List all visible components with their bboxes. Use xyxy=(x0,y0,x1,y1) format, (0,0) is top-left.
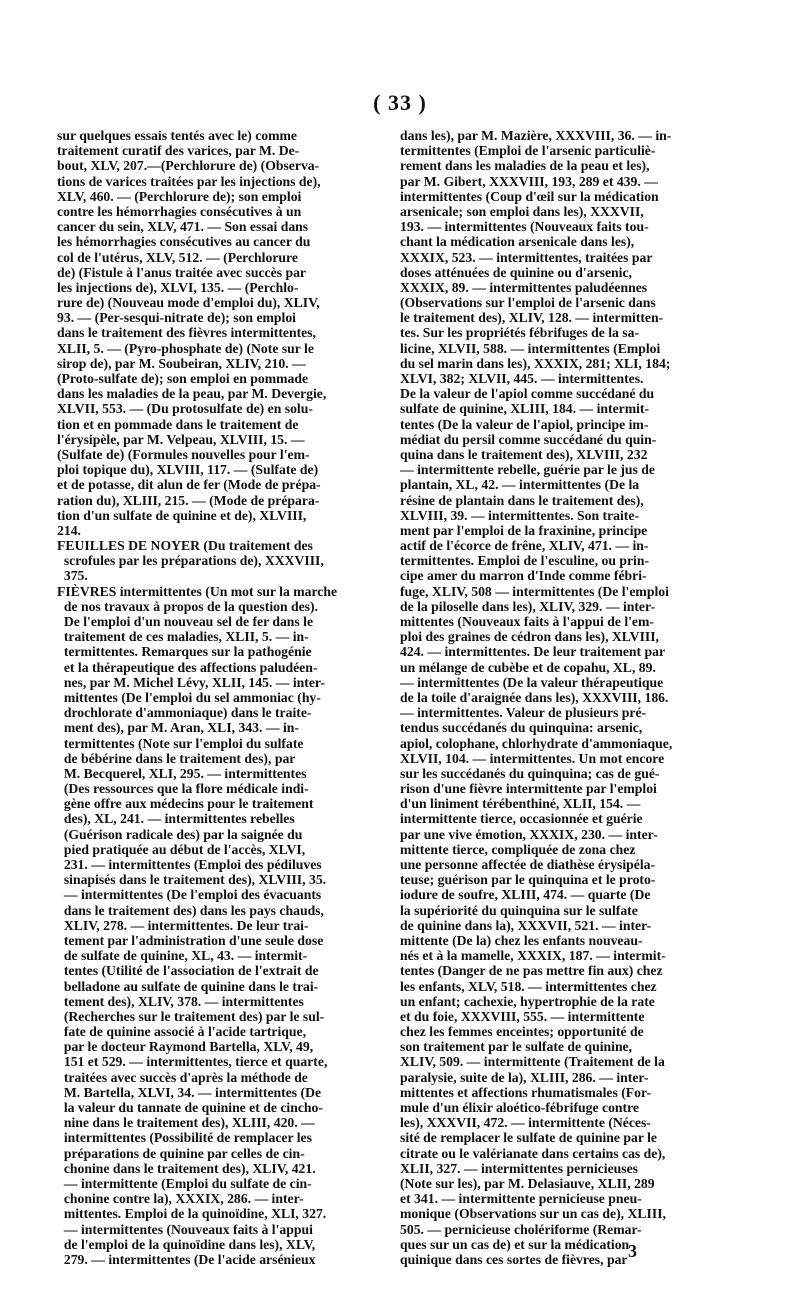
text-line: — intermittentes (De l'emploi des évacuants xyxy=(57,887,322,903)
text-line: fate de quinine associé à l'acide tartrique, xyxy=(57,1024,307,1040)
text-line: un mélange de cubèbe et de copahu, XL, 89. xyxy=(400,659,656,675)
text-line: tentes (De la valeur de l'apiol, principe im- xyxy=(400,416,649,432)
text-line: nes, par M. Michel Lévy, XLII, 145. — inter- xyxy=(57,674,326,690)
text-line: XXXIX, 89. — intermittentes paludéennes xyxy=(400,279,648,295)
text-line: FIÈVRES intermittentes (Un mot sur la marche xyxy=(57,583,338,599)
text-line: sur les succédanés du quinquina; cas de gué- xyxy=(400,765,660,781)
text-line: ploi topique du), XLVIII, 117. — (Sulfate de) xyxy=(57,462,319,478)
text-line: cipe amer du marron d'Inde comme fébri- xyxy=(400,568,647,584)
text-line: mittentes et affections rhumatismales (For- xyxy=(400,1084,652,1100)
text-line: chonine contre la), XXXIX, 286. — inter- xyxy=(57,1191,304,1207)
text-line: mittente (De la) chez les enfants nouveau- xyxy=(400,932,643,948)
text-line: médiat du persil comme succédané du quin- xyxy=(400,431,657,447)
text-line: sulfate de quinine, XLIII, 184. — intermit- xyxy=(400,401,650,417)
text-line: 375. xyxy=(57,568,88,584)
text-line: sité de remplacer le sulfate de quinine par le xyxy=(400,1130,658,1146)
text-line: tions de varices traitées par les injections de), xyxy=(57,173,321,189)
text-line: et de potasse, dit alun de fer (Mode de prépa- xyxy=(57,477,321,493)
text-line: (Observations sur l'emploi de l'arsenic dans xyxy=(400,295,656,311)
text-line: traitement curatif des varices, par M. De- xyxy=(57,143,300,159)
text-line: rure de) (Nouveau mode d'emploi du), XLIV, xyxy=(57,295,320,311)
text-line: XLIV, 278. — intermittentes. De leur trai- xyxy=(57,917,309,933)
text-line: 93. — (Per-sesqui-nitrate de); son emploi xyxy=(57,310,296,326)
text-line: XLII, 5. — (Pyro-phosphate de) (Note sur le xyxy=(57,340,314,356)
text-line: col de l'utérus, XLV, 512. — (Perchlorure xyxy=(57,249,298,265)
text-line: mittente tierce, compliquée de zona chez xyxy=(400,841,636,857)
text-line: et la thérapeutique des affections paludéen- xyxy=(57,659,318,675)
text-line: sur quelques essais tentés avec le) comme xyxy=(57,128,298,143)
text-line: De l'emploi d'un nouveau sel de fer dans le xyxy=(57,614,314,629)
text-line: résine de plantain dans le traitement des), xyxy=(400,492,644,508)
text-line: ploi des graines de cédron dans les), XLVIII, xyxy=(400,629,659,645)
text-line: drochlorate d'ammoniaque) dans le traite- xyxy=(57,705,312,721)
text-line: ment par l'emploi de la fraxinine, principe xyxy=(400,522,648,538)
text-line: scrofules par les préparations de), XXXVIII, xyxy=(57,553,324,569)
text-line: licine, XLVII, 588. — intermittentes (Emploi xyxy=(400,340,661,356)
text-line: chant la médication arsenicale dans les), xyxy=(400,234,635,250)
text-line: une personne affectée de diathèse érysipéla- xyxy=(400,857,656,872)
text-line: apiol, colophane, chlorhydrate d'ammoniaque, xyxy=(400,735,673,751)
text-line: des), XL, 241. — intermittentes rebelles xyxy=(57,811,295,827)
text-line: (Note sur les), par M. Delasiauve, XLII, 289 xyxy=(400,1175,655,1191)
text-line: tion d'un sulfate de quinine et de), XLVIII, xyxy=(57,507,307,523)
text-line: du sel marin dans les), XXXIX, 281; XLI, 184; xyxy=(400,355,671,371)
text-line: XLV, 460. — (Perchlorure de); son emploi xyxy=(57,188,302,204)
text-line: XLVII, 553. — (Du protosulfate de) en solu- xyxy=(57,401,313,417)
text-line: de nos travaux à propos de la question des). xyxy=(57,598,318,614)
text-line: par M. Gibert, XXXVIII, 193, 289 et 439. — xyxy=(400,173,658,189)
text-line: la supériorité du quinquina sur le sulfate xyxy=(400,902,638,918)
text-line: dans les), par M. Mazière, XXXVIII, 36. — in- xyxy=(400,128,672,143)
text-line: 279. — intermittentes (De l'acide arsénieux xyxy=(57,1251,316,1267)
text-line: monique (Observations sur un cas de), XLIII, xyxy=(400,1206,666,1222)
text-line: et du foie, XXXVIII, 555. — intermittente xyxy=(400,1008,645,1024)
text-line: traitées avec succès d'après la méthode de xyxy=(57,1069,308,1085)
text-line: d'un liniment térébenthiné, XLII, 154. — xyxy=(400,796,641,812)
text-line: (Recherches sur le traitement des) par le sul- xyxy=(57,1008,325,1024)
text-line: dans le traitement des) dans les pays chauds, xyxy=(57,902,324,918)
text-line: dans le traitement des fièvres intermittentes, xyxy=(57,325,316,341)
text-line: M. Bartella, XLVI, 34. — intermittentes (De xyxy=(57,1084,322,1100)
text-line: les enfants, XLV, 518. — intermittentes chez xyxy=(400,978,657,994)
text-line: De la valeur de l'apiol comme succédané du xyxy=(400,386,655,402)
text-line: dans les maladies de la peau, par M. Devergie, xyxy=(57,386,327,402)
text-line: belladone au sulfate de quinine dans le trai- xyxy=(57,978,319,994)
text-line: (Des ressources que la flore médicale indi- xyxy=(57,781,309,797)
text-line: termittentes (Note sur l'emploi du sulfate xyxy=(57,735,304,751)
text-line: actif de l'écorce de frêne, XLIV, 471. — in- xyxy=(400,538,649,554)
text-line: doses atténuées de quinine ou d'arsenic, xyxy=(400,264,632,280)
text-line: cancer du sein, XLV, 471. — Son essai dans xyxy=(57,219,309,235)
text-line: préparations de quinine par celles de cin- xyxy=(57,1145,305,1161)
text-line: intermittente tierce, occasionnée et guérie xyxy=(400,811,643,827)
text-line: — intermittentes. Valeur de plusieurs pré- xyxy=(400,705,647,721)
text-line: fuge, XLIV, 508 — intermittentes (De l'emploi xyxy=(400,583,669,599)
text-line: chez les femmes enceintes; opportunité de xyxy=(400,1024,644,1040)
text-line: tentes (Utilité de l'association de l'extrait de xyxy=(57,963,319,979)
text-line: les hémorrhagies consécutives au cancer du xyxy=(57,234,311,250)
text-line: (Sulfate de) (Formules nouvelles pour l'em- xyxy=(57,446,310,462)
text-line: pied pratiquée au début de l'accès, XLVI, xyxy=(57,841,306,857)
text-line: son traitement par le sulfate de quinine, xyxy=(400,1039,633,1055)
text-line: 151 et 529. — intermittentes, tierce et quarte, xyxy=(57,1054,328,1070)
text-line: XLVIII, 39. — intermittentes. Son traite- xyxy=(400,507,640,523)
text-line: — intermittente rebelle, guérie par le jus de xyxy=(400,462,655,478)
text-line: XLVII, 104. — intermittentes. Un mot encore xyxy=(400,750,665,766)
text-line: de sulfate de quinine, XL, 43. — intermit- xyxy=(57,948,308,964)
text-line: 505. — pernicieuse cholériforme (Remar- xyxy=(400,1221,642,1237)
text-line: mittentes. Emploi de la quinoïdine, XLI, 327. xyxy=(57,1206,327,1222)
text-line: et 341. — intermittente pernicieuse pneu- xyxy=(400,1191,642,1207)
text-line: XLIV, 509. — intermittente (Traitement de la xyxy=(400,1054,665,1070)
text-line: de bébérine dans le traitement des), par xyxy=(57,750,296,766)
text-line: (Proto-sulfate de); son emploi en pommade xyxy=(57,371,309,386)
text-line: sinapisés dans le traitement des), XLVIII, 35. xyxy=(57,872,327,888)
text-line: — intermittentes (Nouveaux faits à l'appui xyxy=(57,1221,313,1237)
text-line: paralysie, suite de la), XLIII, 286. — inter- xyxy=(400,1069,649,1085)
text-line: nés et à la mamelle, XXXIX, 187. — intermit- xyxy=(400,948,666,964)
text-line: FEUILLES DE NOYER (Du traitement des xyxy=(57,538,313,554)
text-line: de la piloselle dans les), XLIV, 329. — inter- xyxy=(400,598,656,614)
text-line: les injections de), XLVI, 135. — (Perchlo- xyxy=(57,279,299,295)
text-line: traitement de ces maladies, XLII, 5. — in- xyxy=(57,629,309,645)
text-line: quinique dans ces sortes de fièvres, par xyxy=(400,1251,628,1267)
text-line: ment des), par M. Aran, XLI, 343. — in- xyxy=(57,720,299,736)
text-line: M. Becquerel, XLI, 295. — intermittentes xyxy=(57,765,307,781)
text-line: termittentes. Emploi de l'esculine, ou prin- xyxy=(400,553,650,569)
text-line: tement par l'administration d'une seule dose xyxy=(57,932,324,948)
text-line: XXXIX, 523. — intermittentes, traitées par xyxy=(400,249,653,265)
text-line: arsenicale; son emploi dans les), XXXVII, xyxy=(400,203,644,219)
text-line: gène offre aux médecins pour le traitement xyxy=(57,796,314,812)
text-line: par le docteur Raymond Bartella, XLV, 49, xyxy=(57,1039,314,1055)
text-line: mittentes (De l'emploi du sel ammoniac (hy- xyxy=(57,689,321,705)
text-line: 424. — intermittentes. De leur traitement par xyxy=(400,644,666,660)
text-line: tement des), XLIV, 378. — intermittentes xyxy=(57,993,304,1009)
text-line: 193. — intermittentes (Nouveaux faits tou- xyxy=(400,219,649,235)
text-line: de l'emploi de la quinoïdine dans les), XLV, xyxy=(57,1236,316,1252)
text-line: contre les hémorrhagies consécutives à un xyxy=(57,203,302,219)
text-line: l'érysipèle, par M. Velpeau, XLVIII, 15. — xyxy=(57,431,305,447)
text-line: termittentes (Emploi de l'arsenic particuliè- xyxy=(400,143,656,159)
text-line: de) (Fistule à l'anus traitée avec succès par xyxy=(57,264,306,280)
text-line: citrate ou le valérianate dans certains cas de), xyxy=(400,1145,666,1161)
text-line: de la toile d'araignée dans les), XXXVIII, 186. xyxy=(400,689,669,705)
text-line: 214. xyxy=(57,522,81,538)
text-line: XLVI, 382; XLVII, 445. — intermittentes. xyxy=(400,371,644,386)
text-line: sirop de), par M. Soubeiran, XLIV, 210. — xyxy=(57,355,306,371)
text-line: la valeur du tannate de quinine et de cincho- xyxy=(57,1100,323,1115)
text-line: plantain, XL, 42. — intermittentes (De la xyxy=(400,477,640,493)
text-line: nine dans le traitement des), XLIII, 420. — xyxy=(57,1115,315,1131)
text-line: ques sur un cas de) et sur la médication xyxy=(400,1236,630,1252)
text-line: tentes (Danger de ne pas mettre fin aux) chez xyxy=(400,963,663,979)
text-line: de quinine dans la), XXXVII, 521. — inter- xyxy=(400,917,652,933)
text-line: 231. — intermittentes (Emploi des pédiluves xyxy=(57,857,322,872)
text-line: iodure de soufre, XLIII, 474. — quarte (De xyxy=(400,887,651,903)
text-line: rement dans les maladies de la peau et les), xyxy=(400,158,650,174)
text-line: — intermittentes (De la valeur thérapeutique xyxy=(400,674,664,690)
text-line: ration du), XLIII, 215. — (Mode de prépara- xyxy=(57,492,320,508)
text-line: XLII, 327. — intermittentes pernicieuses xyxy=(400,1160,638,1176)
text-line: tes. Sur les propriétés fébrifuges de la sa- xyxy=(400,325,640,341)
text-line: intermittentes (Coup d'œil sur la médication xyxy=(400,188,659,204)
text-line: les), XXXVII, 472. — intermittente (Néces- xyxy=(400,1115,651,1131)
text-line: rison d'une fièvre intermittente par l'emploi xyxy=(400,781,657,797)
text-line: mittentes (Nouveaux faits à l'appui de l'em- xyxy=(400,614,654,629)
text-line: bout, XLV, 207.—(Perchlorure de) (Observa- xyxy=(57,158,320,174)
text-line: teuse; guérison par le quinquina et le proto- xyxy=(400,872,656,888)
text-line: par une vive émotion, XXXIX, 230. — inter- xyxy=(400,826,658,842)
right-column xyxy=(400,128,748,1267)
text-line: — intermittente (Emploi du sulfate de cin- xyxy=(57,1175,312,1191)
text-line: intermittentes (Possibilité de remplacer les xyxy=(57,1130,312,1146)
text-line: (Guérison radicale des) par la saignée du xyxy=(57,826,303,842)
text-line: quina dans le traitement des), XLVIII, 232 xyxy=(400,446,648,462)
text-line: un enfant; cachexie, hypertrophie de la rate xyxy=(400,993,655,1009)
text-line: chonine dans le traitement des), XLIV, 421. xyxy=(57,1160,316,1176)
text-line: tion et en pommade dans le traitement de xyxy=(57,416,299,432)
text-line: le traitement des), XLIV, 128. — intermitten- xyxy=(400,310,664,326)
text-line: tendus succédanés du quinquina: arsenic, xyxy=(400,720,643,736)
text-line: mule d'un élixir aloético-fébrifuge contre xyxy=(400,1100,639,1115)
left-column xyxy=(57,128,395,1267)
page-number: ( 33 ) xyxy=(373,90,427,115)
signature-mark: 3 xyxy=(628,1241,637,1261)
text-line: termittentes. Remarques sur la pathogénie xyxy=(57,644,312,660)
